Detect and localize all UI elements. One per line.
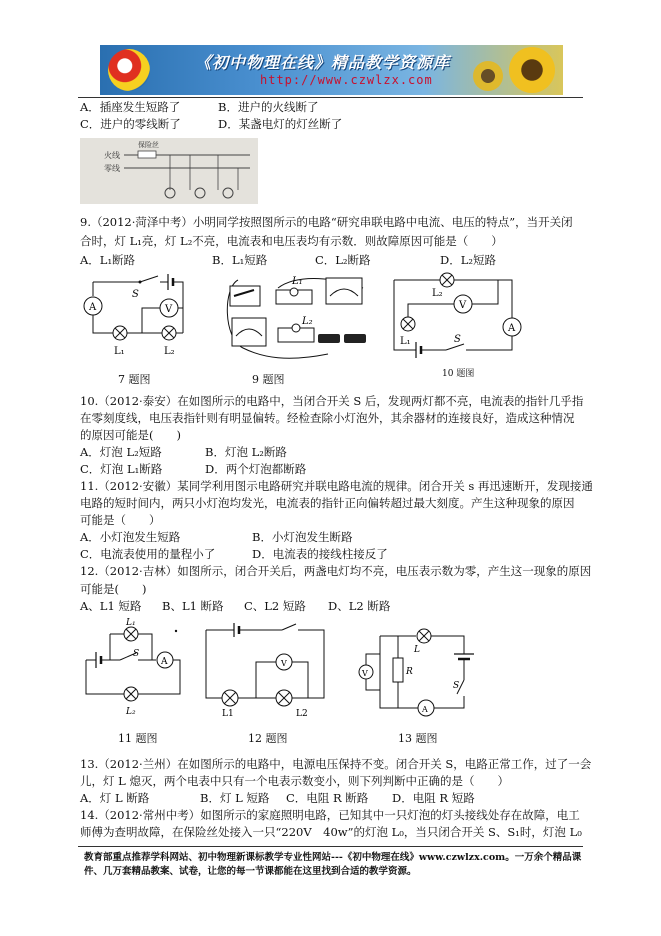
q9-option-c: C．L₂断路 — [315, 253, 371, 267]
voltmeter-label: V — [362, 669, 368, 678]
figure-13-caption: 13 题图 — [398, 732, 438, 745]
lamp-l2-label: L₂ — [126, 707, 136, 717]
logo-icon — [108, 49, 150, 91]
q8-option-d: D．某盏电灯的灯丝断了 — [218, 117, 343, 131]
figure-9-caption: 9 题图 — [252, 373, 285, 386]
footer-line-2: 件、几万套精品教案、试卷，让您的每一节课都能在这里找到合适的教学资源。 — [84, 866, 417, 877]
sunflower-icon — [509, 47, 555, 93]
lamp-l-label: L — [414, 645, 420, 655]
q10-option-b: B．灯泡 L₂断路 — [205, 445, 287, 459]
battery-icon — [344, 334, 366, 343]
q9-option-b: B．L₁短路 — [212, 253, 268, 267]
switch-label: S — [133, 649, 140, 659]
q11-line-3: 可能是（ ） — [80, 513, 161, 527]
footer-line-1: 教育部重点推荐学科网站、初中物理新课标教学专业性网站---《初中物理在线》www.czwlzx.com。一万余个精品课 — [84, 852, 582, 863]
l1-label: L₁ — [292, 276, 303, 287]
q9-line-1: 9.（2012·菏泽中考）小明同学按照图所示的电路“研究串联电路中电流、电压的特点”，当开关闭 — [80, 215, 573, 229]
q10-option-c: C．灯泡 L₁断路 — [80, 462, 163, 476]
fuse-icon — [138, 151, 156, 158]
q10-option-d: D．两个灯泡都断路 — [205, 462, 307, 476]
switch-label: S — [132, 289, 139, 300]
figure-13-circuit — [358, 624, 476, 719]
q8-option-a: A．插座发生短路了 — [80, 100, 181, 114]
q12-option-b: B、L1 断路 — [162, 599, 224, 613]
switch-label: S — [454, 334, 461, 345]
figure-11-caption: 11 题图 — [118, 732, 158, 745]
q9-option-d: D．L₂短路 — [440, 253, 496, 267]
lamp-l1-label: L₁ — [400, 336, 411, 347]
banner-title: 《初中物理在线》精品教学资源库 — [195, 53, 451, 72]
resistor-label: R — [406, 667, 413, 677]
switch-icon — [140, 276, 158, 282]
q10-line-2: 在零刻度线，电压表指针则有明显偏转。经检查除小灯泡外，其余器材的连接良好，造成这种情况 — [80, 411, 575, 425]
lamp-l2-label: L₂ — [432, 288, 443, 299]
ammeter-label: A — [422, 705, 428, 714]
ammeter-label: A — [161, 657, 168, 667]
switch-icon — [282, 624, 296, 630]
fuse-label: 保险丝 — [138, 141, 159, 149]
voltmeter-label: V — [459, 300, 467, 311]
header-rule — [78, 97, 583, 98]
q13-line-1: 13.（2012·兰州）在如图所示的电路中，电源电压保持不变。闭合开关 S，电路正常工作，过了一会 — [80, 757, 592, 771]
battery-icon — [318, 334, 340, 343]
household-circuit-diagram — [80, 138, 258, 204]
q14-line-1: 14.（2012·常州中考）如图所示的家庭照明电路，已知其中一只灯泡的灯头接线处存在故障，电工 — [80, 808, 580, 822]
q12-option-c: C、L2 短路 — [244, 599, 306, 613]
q10-option-a: A．灯泡 L₂短路 — [80, 445, 162, 459]
q10-line-3: 的原因可能是( ) — [80, 428, 181, 442]
q12-line-1: 12.（2012·吉林）如图所示，闭合开关后，两盏电灯均不亮，电压表示数为零，产生这一现象的原因 — [80, 564, 592, 578]
figure-12-caption: 12 题图 — [248, 732, 288, 745]
ammeter-label: A — [508, 323, 516, 334]
lamp-icon — [195, 188, 205, 198]
q11-option-c: C．电流表使用的量程小了 — [80, 547, 216, 561]
l2-label: L₂ — [302, 316, 313, 327]
q13-option-a: A．灯 L 断路 — [80, 791, 150, 805]
q8-option-c: C．进户的零线断了 — [80, 117, 181, 131]
voltmeter-label: V — [281, 659, 287, 668]
q14-line-2: 师傅为查明故障，在保险丝处接入一只“220V 40w”的灯泡 L₀，当只闭合开关 S、S₁时，灯泡 L₀ — [80, 825, 582, 839]
figure-11-circuit — [80, 618, 190, 718]
voltmeter-device — [326, 278, 362, 304]
figure-7-circuit — [80, 270, 200, 360]
lamp-l2-label: L₂ — [164, 346, 175, 357]
resistor-icon — [393, 658, 403, 682]
q9-line-2: 合时，灯 L₁亮，灯 L₂不亮，电流表和电压表均有示数．则故障原因可能是（ ） — [80, 234, 503, 248]
footer-rule — [78, 846, 583, 847]
header-banner — [100, 45, 563, 95]
ammeter-label: A — [89, 302, 97, 313]
lamp-icon — [223, 188, 233, 198]
banner-url[interactable]: http://www.czwlzx.com — [260, 73, 433, 87]
lamp-l1-label: L1 — [222, 709, 234, 719]
q13-option-d: D．电阻 R 短路 — [392, 791, 475, 805]
switch-label: S — [453, 681, 460, 691]
lamp-l1-label: L₁ — [126, 618, 136, 628]
lamp-l2-label: L2 — [296, 709, 308, 719]
q9-option-a: A．L₁断路 — [80, 253, 136, 267]
ammeter-device — [232, 318, 266, 346]
q12-line-2: 可能是( ) — [80, 582, 147, 596]
live-wire-label: 火线 — [104, 151, 120, 160]
q8-option-b: B．进户的火线断了 — [218, 100, 319, 114]
q13-option-b: B．灯 L 短路 — [200, 791, 270, 805]
figure-9-apparatus — [218, 268, 376, 364]
q11-option-d: D．电流表的接线柱接反了 — [252, 547, 388, 561]
q12-option-a: A、L1 短路 — [80, 599, 142, 613]
q13-line-2: 儿，灯 L 熄灭，两个电表中只有一个电表示数变小，则下列判断中正确的是（ ） — [80, 774, 509, 788]
figure-12-circuit — [204, 620, 329, 719]
q11-line-2: 电路的短时间内，两只小灯泡均发光，电流表的指针正向偏转超过最大刻度。产生这种现象的原因 — [80, 496, 575, 510]
lamp-l1-label: L₁ — [114, 346, 125, 357]
figure-10-circuit — [388, 268, 518, 363]
figure-7-caption: 7 题图 — [118, 373, 151, 386]
q13-option-c: C．电阻 R 断路 — [286, 791, 369, 805]
q11-option-a: A．小灯泡发生短路 — [80, 530, 181, 544]
sunflower-icon — [473, 61, 503, 91]
neutral-wire-label: 零线 — [104, 164, 120, 173]
q11-line-1: 11.（2012·安徽）某同学利用图示电路研究并联电路电流的规律。闭合开关 s 再迅速断开，发现接通 — [80, 479, 593, 493]
q11-option-b: B．小灯泡发生断路 — [252, 530, 353, 544]
voltmeter-label: V — [165, 304, 173, 315]
q12-option-d: D、L2 断路 — [328, 599, 391, 613]
figure-10-caption: 10 题图 — [442, 369, 475, 379]
q10-line-1: 10.（2012·泰安）在如图所示的电路中，当闭合开关 S 后，发现两灯都不亮，电流表的指针几乎指 — [80, 394, 584, 408]
